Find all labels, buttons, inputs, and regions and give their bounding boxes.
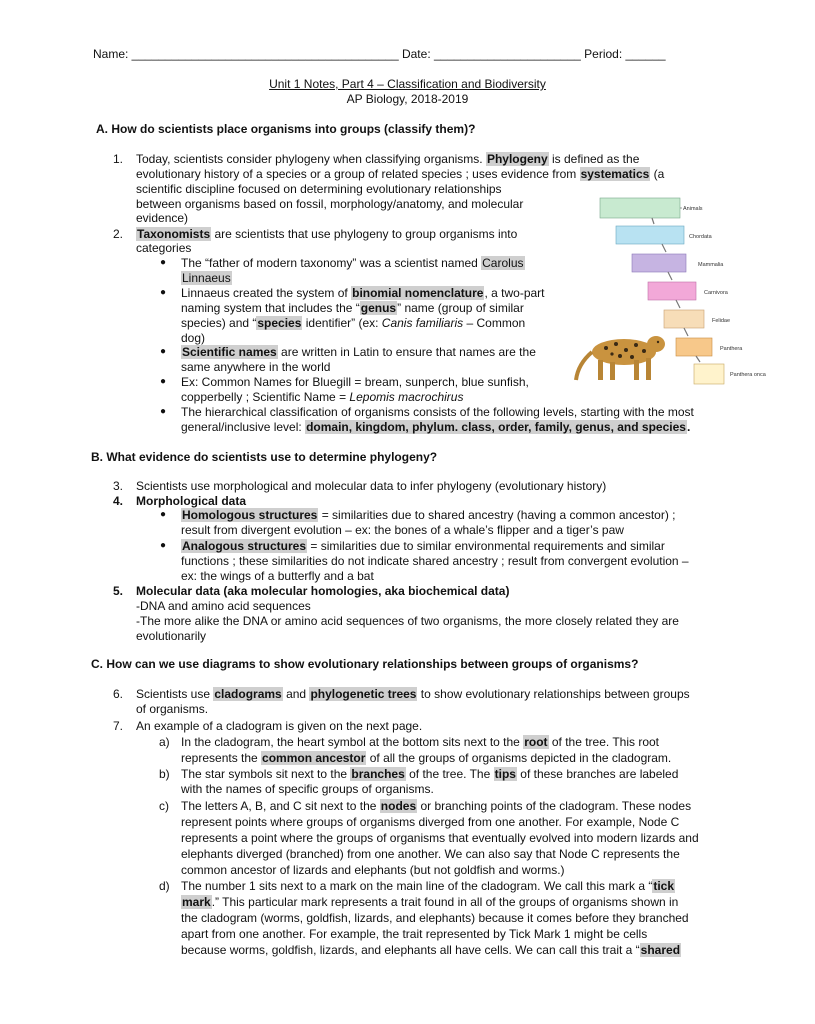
term-common-ancestor: common ancestor: [262, 751, 366, 765]
item-1-line-4: between organisms based on fossil, morphology/anatomy, and molecular: [136, 197, 524, 211]
item-6-line-1: Scientists use cladograms and phylogenetic trees to show evolutionary relationships between groups: [136, 687, 690, 701]
section-a-heading: A. How do scientists place organisms into groups (classify them)?: [96, 122, 476, 136]
bullet-icon: ●: [160, 346, 167, 357]
item-3-number: 3.: [113, 479, 124, 493]
sub-b-line-1: The star symbols sit next to the branches of the tree. The tips of these branches are labeled: [181, 767, 679, 781]
sub-a-line-1: In the cladogram, the heart symbol at the bottom sits next to the root of the tree. This root: [181, 735, 660, 749]
term-cladograms: cladograms: [214, 687, 282, 701]
item-5-line-2: -DNA and amino acid sequences: [136, 599, 311, 613]
sub-c-line-2: represent points where groups of organisms diverged from one another. For example, Node C: [181, 815, 680, 829]
classification-figure: [572, 194, 766, 390]
sub-c-line-5: common ancestor of lizards and elephants (but not goldfish and worms.): [181, 863, 565, 877]
hierarchy-box-mammalia: [632, 254, 724, 272]
bullet-icon: ●: [160, 287, 167, 298]
section-b-heading: B. What evidence do scientists use to determine phylogeny?: [91, 450, 438, 464]
term-branches: branches: [351, 767, 405, 781]
label-felidae: Felidae: [712, 318, 731, 324]
item-5-line-3: -The more alike the DNA or amino acid sequences of two organisms, the more closely related they are: [136, 614, 679, 628]
sub-d-line-1: The number 1 sits next to a mark on the main line of the cladogram. We call this mark a “tick: [181, 879, 675, 893]
sub-c-line-1: The letters A, B, and C sit next to the nodes or branching points of the cladogram. These nodes: [181, 799, 692, 813]
sub-d-line-3: the cladogram (worms, goldfish, lizards, and elephants) because it comes before they branched: [181, 911, 689, 925]
term-analogous-structures: Analogous structures: [182, 539, 307, 553]
term-root: root: [524, 735, 548, 749]
item-6-number: 6.: [113, 687, 124, 701]
page-subtitle: AP Biology, 2018-2019: [346, 92, 469, 106]
item-3-text: Scientists use morphological and molecular data to infer phylogeny (evolutionary history): [136, 479, 607, 493]
bullet-linnaeus-2: Linnaeus: [182, 271, 231, 285]
bullet-binomial-2: naming system that includes the “genus” name (group of similar: [181, 301, 524, 315]
term-taxonomists: Taxonomists: [137, 227, 211, 241]
bullet-bluegill-2: copperbelly ; Scientific Name = Lepomis macrochirus: [181, 390, 464, 404]
jaguar-image: [576, 336, 665, 380]
term-homologous-structures: Homologous structures: [182, 508, 318, 522]
bullet-binomial-4: dog): [181, 331, 206, 345]
item-1-line-1: Today, scientists consider phylogeny when classifying organisms. Phylogeny is defined as the: [136, 152, 640, 166]
label-animals: Animals: [683, 206, 703, 212]
term-systematics: systematics: [580, 167, 650, 181]
bullet-scientific-names-1: Scientific names are written in Latin to ensure that names are the: [182, 345, 536, 359]
section-c-heading: C. How can we use diagrams to show evolutionary relationships between groups of organisms?: [91, 657, 639, 671]
bullet-homologous-2: result from divergent evolution – ex: the bones of a whale’s flipper and a tiger’s paw: [181, 523, 624, 537]
sub-b-line-2: with the names of specific groups of organisms.: [181, 782, 434, 796]
term-species: species: [257, 316, 302, 330]
item-4-number: 4.: [113, 494, 124, 508]
sub-c-label: c): [159, 799, 169, 813]
label-carnivora: Carnivora: [704, 290, 728, 296]
bullet-hierarchy-1: The hierarchical classification of organisms consists of the following levels, starting with the most: [181, 405, 694, 419]
hierarchy-box-panthera: [676, 338, 743, 356]
term-phylogenetic-trees: phylogenetic trees: [310, 687, 417, 701]
bullet-icon: ●: [160, 406, 167, 417]
term-mark: mark: [182, 895, 211, 909]
item-7-number: 7.: [113, 719, 124, 733]
bullet-bluegill-1: Ex: Common Names for Bluegill = bream, sunperch, blue sunfish,: [181, 375, 529, 389]
term-tips: tips: [494, 767, 516, 781]
item-4-text: Morphological data: [136, 494, 247, 508]
header-name-date-period: Name: ________________________________________ Date: ______________________ Period: ______: [93, 47, 666, 61]
item-2-line-2: categories: [136, 241, 192, 255]
item-5-number: 5.: [113, 584, 124, 598]
bullet-linnaeus-1: The “father of modern taxonomy” was a scientist named Carolus: [181, 256, 524, 270]
sub-c-line-3: represents a point where the groups of organisms that eventually evolved into modern lizards and: [181, 831, 699, 845]
bullet-icon: ●: [160, 376, 167, 387]
bullet-icon: ●: [160, 509, 167, 520]
term-taxonomic-levels: domain, kingdom, phylum. class, order, family, genus, and species: [306, 420, 686, 434]
sub-d-label: d): [159, 879, 170, 893]
item-1-number: 1.: [113, 152, 124, 166]
bullet-hierarchy-2: general/inclusive level: domain, kingdom, phylum. class, order, family, genus, and species.: [181, 420, 691, 434]
bullet-analogous-2: functions ; these similarities do not indicate shared ancestry ; result from convergent evolution –: [181, 554, 689, 568]
item-2-number: 2.: [113, 227, 124, 241]
bullet-icon: ●: [160, 540, 167, 551]
bullet-scientific-names-2: same anywhere in the world: [181, 360, 331, 374]
term-phylogeny: Phylogeny: [486, 152, 548, 166]
term-nodes: nodes: [380, 799, 417, 813]
item-7-text: An example of a cladogram is given on the next page.: [136, 719, 423, 733]
bullet-binomial-1: Linnaeus created the system of binomial nomenclature, a two-part: [181, 286, 545, 300]
sub-a-line-2: represents the common ancestor of all the groups of organisms depicted in the cladogram.: [181, 751, 672, 765]
label-chordata: Chordata: [689, 234, 712, 240]
hierarchy-box-felidae: [664, 310, 730, 328]
term-genus: genus: [360, 301, 397, 315]
sub-c-line-4: elephants diverged (branched) from one another. We can also say that Node C represents the: [181, 847, 680, 861]
hierarchy-box-panthera-onca: [694, 364, 767, 384]
term-shared: shared: [640, 943, 681, 957]
item-6-line-2: of organisms.: [136, 702, 209, 716]
bullet-binomial-3: species) and “species identifier” (ex: Canis familiaris – Common: [181, 316, 526, 330]
sub-d-line-4: apart from one another. For example, the trait represented by Tick Mark 1 might be cells: [181, 927, 648, 941]
hierarchy-box-carnivora: [648, 282, 729, 300]
term-scientific-names: Scientific names: [182, 345, 277, 359]
bullet-homologous-1: Homologous structures = similarities due to shared ancestry (having a common ancestor) ;: [182, 508, 676, 522]
item-5-line-4: evolutionarily: [136, 629, 207, 643]
sub-a-label: a): [159, 735, 170, 749]
sub-b-label: b): [159, 767, 170, 781]
label-mammalia: Mammalia: [698, 262, 724, 268]
sub-d-line-5: because worms, goldfish, lizards, and elephants all have cells. We can call this trait a “shared: [181, 943, 681, 957]
bullet-analogous-3: ex: the wings of a butterfly and a bat: [181, 569, 374, 583]
bullet-analogous-1: Analogous structures = similarities due to similar environmental requirements and similar: [182, 539, 665, 553]
term-binomial-nomenclature: binomial nomenclature: [352, 286, 484, 300]
sub-d-line-2: mark.” This particular mark represents a trait found in all of the groups of organisms shown in: [182, 895, 679, 909]
item-1-line-5: evidence): [136, 211, 189, 225]
bullet-icon: ●: [160, 257, 167, 268]
item-5-text: Molecular data (aka molecular homologies, aka biochemical data): [136, 584, 510, 598]
item-1-line-2: evolutionary history of a species or a group of related species ; uses evidence from systematics (a: [136, 167, 665, 181]
page-title: Unit 1 Notes, Part 4 – Classification and Biodiversity: [269, 77, 546, 91]
hierarchy-box-chordata: [616, 226, 713, 244]
hierarchy-box-animals: [600, 198, 703, 218]
label-panthera-onca: Panthera onca: [730, 372, 766, 378]
item-1-line-3: scientific discipline focused on determining evolutionary relationships: [136, 182, 502, 196]
term-tick: tick: [653, 879, 675, 893]
item-2-line-1: Taxonomists are scientists that use phylogeny to group organisms into: [137, 227, 518, 241]
label-panthera: Panthera: [720, 346, 743, 352]
